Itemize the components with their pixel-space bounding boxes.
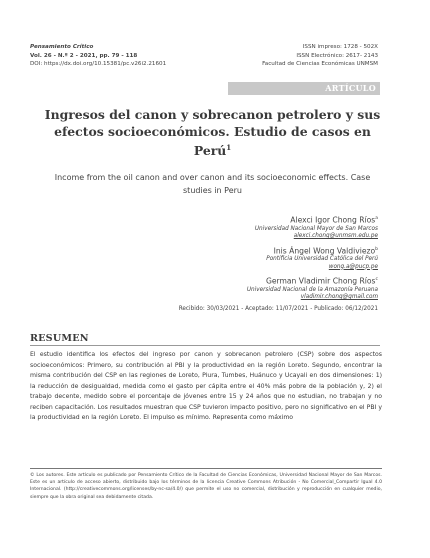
issn-electronic: ISSN Electrónico: 2617- 2143 bbox=[296, 52, 378, 59]
title-footnote-mark: 1 bbox=[226, 143, 232, 152]
abstract-heading: RESUMEN bbox=[30, 333, 89, 344]
author-entry bbox=[128, 214, 378, 241]
abstract-text: El estudio identifica los efectos del ingreso por canon y sobrecanon petrolero (CSP) sobre dos aspectos socioeconómicos: Primero, su contribución al PBI y la productividad en la región Loreto. Segundo, encontrar la misma contribución del CSP en las regiones de Loreto, Piura, Tumbes, Huánuco y Ucayali en dos dimensiones: 1) la reducción de desigualdad, medida como el gasto per cápita entre el 40% más pobre de la población y, 2) el trabajo decente, medido sobre el porcentaje de jóvenes entre 15 y 24 años que no estudian, no trabajan y no reciben capacitación. Los resultados muestran que CSP tuvieron impacto positivo, pero no significativo en el PBI y la productividad en la región Loreto. El impulso es mínimo. Representa como máximo bbox=[30, 351, 382, 421]
author-institution: Pontificia Universidad Católica del Perú bbox=[266, 256, 378, 263]
author-name: German Vladimir Chong Ríos$^c$ bbox=[265, 276, 378, 286]
doi-link[interactable]: DOI: https://dx.doi.org/10.15381/pc.v26i2.21601 bbox=[30, 61, 167, 68]
issn-print: ISSN impreso: 1728 - 502X bbox=[302, 44, 378, 50]
issn-header bbox=[262, 43, 378, 69]
journal-name: Pensamiento Crítico bbox=[30, 44, 94, 50]
publication-dates: Recibido: 30/03/2021 - Aceptado: 11/07/2021 - Publicado: 06/12/2021 bbox=[178, 306, 378, 312]
faculty-name: Facultad de Ciencias Económicas UNMSM bbox=[262, 61, 378, 68]
article-subtitle: Income from the oil canon and over canon and its socioeconomic effects. Case studies in Peru bbox=[54, 173, 371, 195]
author-entry bbox=[128, 275, 378, 302]
author-email[interactable]: wong.a@pucp.pe bbox=[328, 263, 378, 270]
section-label: ARTÍCULO bbox=[325, 83, 376, 93]
copyright-footnote: © Los autores. Este artículo es publicado por Pensamiento Crítico de la Facultad de Ciencias Económicas, Universidad Nacional Mayor de San Marcos. Este es un artículo de acceso abierto, distribuido bajo los términos de la licencia Creative Commons Atribución - No Comercial_Compartir Igual 4.0 Internacional. (http://creativecommons.org/licenses/by-nc-sa/4.0/) que permite el uso no comercial, distribución y reproducción en cualquier medio, siempre que la obra original sea debidamente citada. bbox=[30, 473, 382, 500]
author-name: Inis Ángel Wong Valdiviezo$^b$ bbox=[273, 246, 378, 256]
footnote-divider bbox=[30, 468, 382, 469]
author-name: Alexci Igor Chong Ríos$^a$ bbox=[290, 215, 378, 225]
title-text: Ingresos del canon y sobrecanon petrolero y sus efectos socioeconómicos. Estudio de casos en Perú bbox=[44, 107, 381, 159]
author-institution: Universidad Nacional de la Amazonía Peruana bbox=[246, 286, 378, 293]
heading-divider bbox=[30, 345, 380, 346]
author-email[interactable]: alexci.chong@unmsm.edu.pe bbox=[293, 233, 378, 240]
author-list bbox=[128, 214, 378, 306]
journal-volume: Vol. 26 - N.º 2 - 2021, pp. 79 - 118 bbox=[30, 52, 138, 59]
section-banner bbox=[228, 82, 380, 95]
author-email[interactable]: vladimir.chong@gmail.com bbox=[300, 294, 378, 301]
author-institution: Universidad Nacional Mayor de San Marcos bbox=[254, 225, 378, 232]
author-entry bbox=[128, 245, 378, 272]
journal-header bbox=[30, 43, 166, 69]
article-title bbox=[40, 107, 385, 160]
